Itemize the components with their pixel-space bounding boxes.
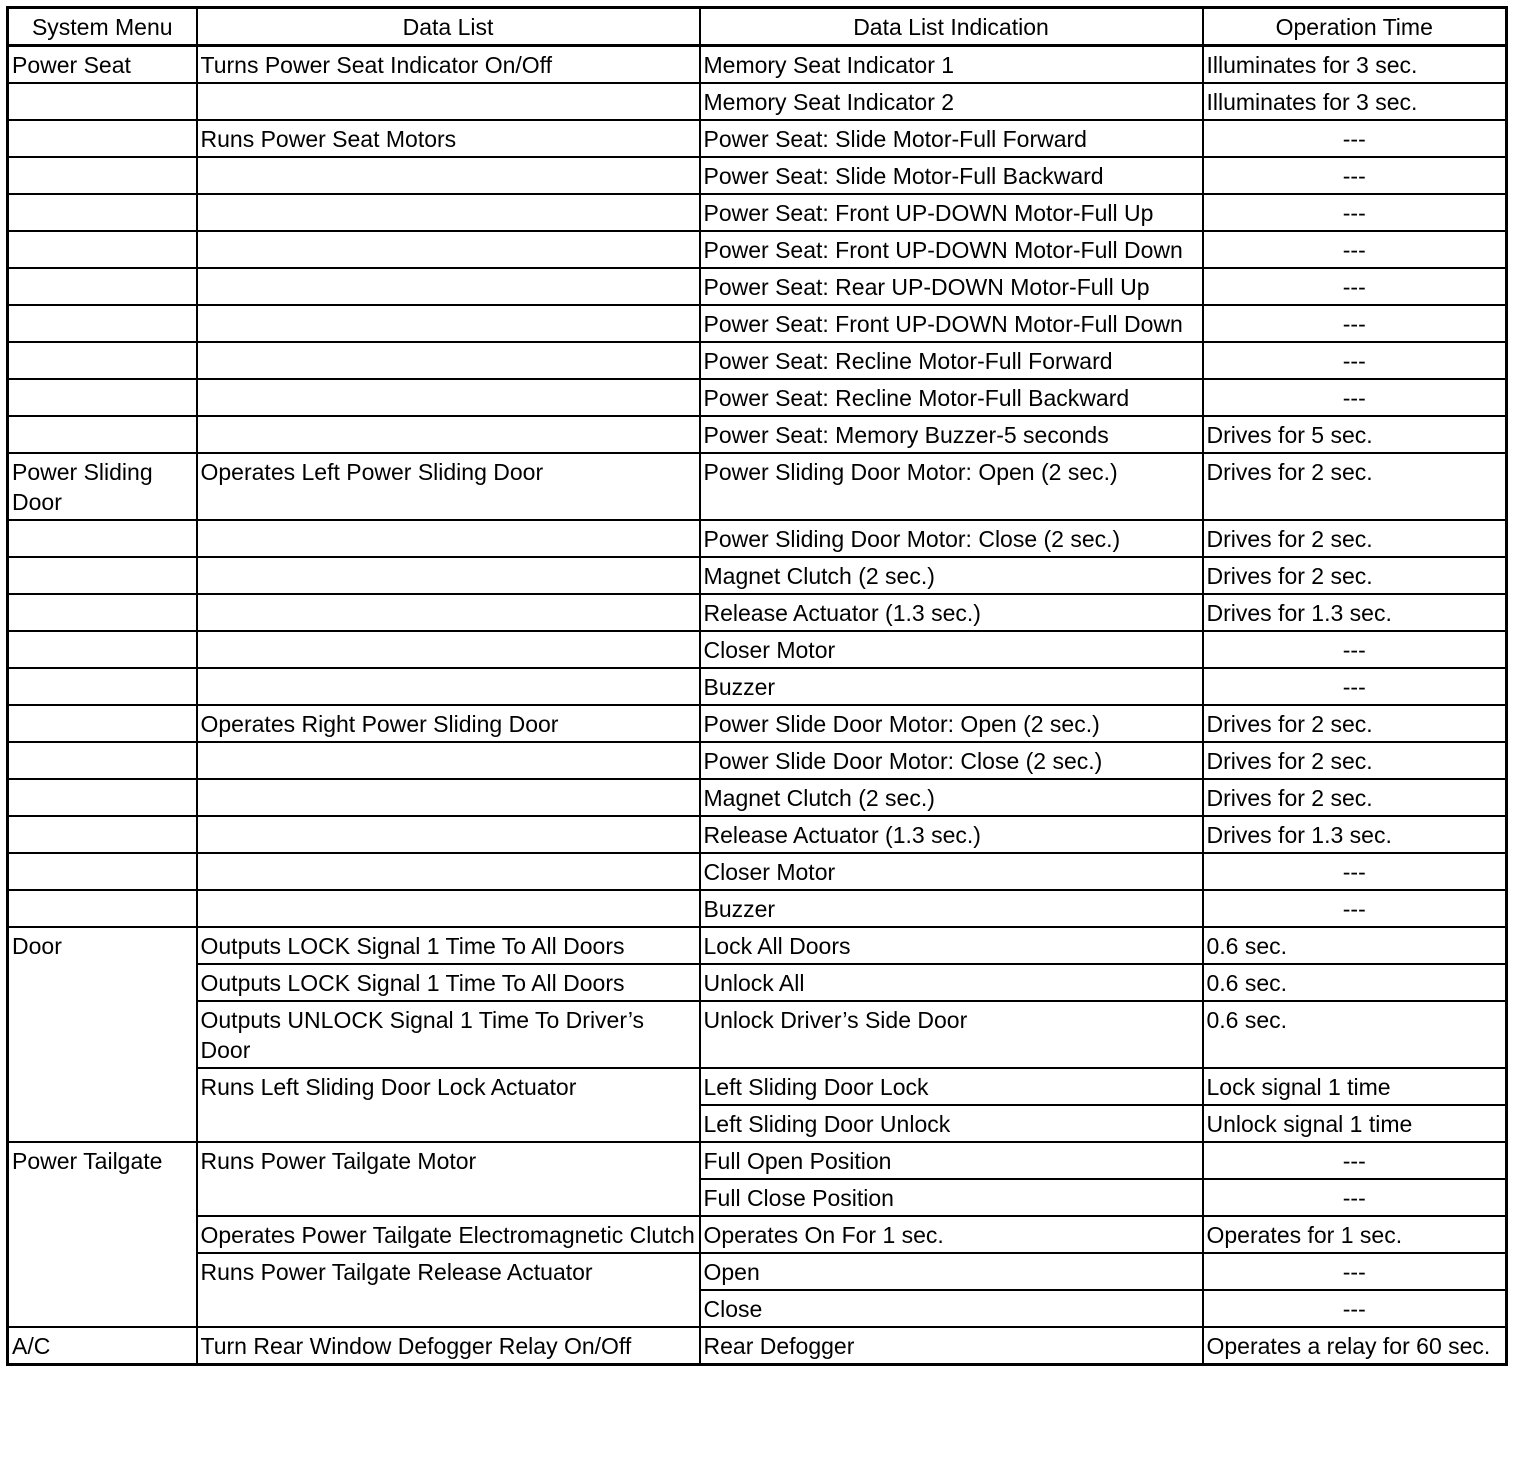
- table-row: [8, 194, 1507, 231]
- data-list-cell: [197, 416, 700, 453]
- operation-time-cell: Drives for 1.3 sec.: [1203, 816, 1507, 853]
- table-row: [8, 964, 1507, 1001]
- system-menu-cell: [8, 705, 197, 742]
- table-row: [8, 46, 1507, 84]
- operation-time-cell: Unlock signal 1 time: [1203, 1105, 1507, 1142]
- indication-cell: Full Close Position: [700, 1179, 1203, 1216]
- operation-time-cell: ---: [1203, 668, 1507, 705]
- indication-cell: Power Seat: Front UP-DOWN Motor-Full Down: [700, 305, 1203, 342]
- table-row: [8, 120, 1507, 157]
- data-list-cell: [197, 194, 700, 231]
- data-list-table: [6, 6, 1508, 1366]
- data-list-cell: Outputs LOCK Signal 1 Time To All Doors: [197, 964, 700, 1001]
- data-list-cell: [197, 853, 700, 890]
- indication-cell: Power Sliding Door Motor: Open (2 sec.): [700, 453, 1203, 520]
- table-row: [8, 83, 1507, 120]
- indication-cell: Left Sliding Door Lock: [700, 1068, 1203, 1105]
- operation-time-cell: Illuminates for 3 sec.: [1203, 83, 1507, 120]
- operation-time-cell: 0.6 sec.: [1203, 927, 1507, 964]
- operation-time-cell: ---: [1203, 1142, 1507, 1179]
- indication-cell: Power Slide Door Motor: Close (2 sec.): [700, 742, 1203, 779]
- operation-time-cell: ---: [1203, 853, 1507, 890]
- indication-cell: Buzzer: [700, 890, 1203, 927]
- data-list-cell: [197, 520, 700, 557]
- indication-cell: Power Seat: Front UP-DOWN Motor-Full Up: [700, 194, 1203, 231]
- table-row: [8, 157, 1507, 194]
- data-list-cell: [197, 594, 700, 631]
- operation-time-cell: Operates for 1 sec.: [1203, 1216, 1507, 1253]
- operation-time-cell: ---: [1203, 157, 1507, 194]
- system-menu-cell: Power Tailgate: [8, 1142, 197, 1327]
- table-row: [8, 416, 1507, 453]
- operation-time-cell: ---: [1203, 120, 1507, 157]
- indication-cell: Power Seat: Slide Motor-Full Forward: [700, 120, 1203, 157]
- data-list-cell: [197, 305, 700, 342]
- operation-time-cell: Drives for 2 sec.: [1203, 453, 1507, 520]
- operation-time-cell: Illuminates for 3 sec.: [1203, 46, 1507, 84]
- table-row: [8, 379, 1507, 416]
- operation-time-cell: ---: [1203, 1179, 1507, 1216]
- table-row: [8, 853, 1507, 890]
- table-row: [8, 705, 1507, 742]
- operation-time-cell: ---: [1203, 268, 1507, 305]
- table-row: [8, 453, 1507, 520]
- system-menu-cell: [8, 779, 197, 816]
- table-row: [8, 668, 1507, 705]
- indication-cell: Left Sliding Door Unlock: [700, 1105, 1203, 1142]
- indication-cell: Memory Seat Indicator 2: [700, 83, 1203, 120]
- data-list-cell: [197, 742, 700, 779]
- data-list-cell: Outputs UNLOCK Signal 1 Time To Driver’s Door: [197, 1001, 700, 1068]
- data-list-cell: [197, 157, 700, 194]
- indication-cell: Magnet Clutch (2 sec.): [700, 557, 1203, 594]
- header-data-list: Data List: [197, 8, 700, 46]
- operation-time-cell: Drives for 2 sec.: [1203, 557, 1507, 594]
- table-row: [8, 1068, 1507, 1105]
- data-list-cell: Operates Right Power Sliding Door: [197, 705, 700, 742]
- operation-time-cell: Drives for 2 sec.: [1203, 779, 1507, 816]
- operation-time-cell: Operates a relay for 60 sec.: [1203, 1327, 1507, 1365]
- table-row: [8, 779, 1507, 816]
- indication-cell: Memory Seat Indicator 1: [700, 46, 1203, 84]
- system-menu-cell: [8, 379, 197, 416]
- indication-cell: Power Slide Door Motor: Open (2 sec.): [700, 705, 1203, 742]
- indication-cell: Power Seat: Recline Motor-Full Forward: [700, 342, 1203, 379]
- operation-time-cell: ---: [1203, 631, 1507, 668]
- indication-cell: Release Actuator (1.3 sec.): [700, 816, 1203, 853]
- operation-time-cell: ---: [1203, 342, 1507, 379]
- operation-time-cell: ---: [1203, 305, 1507, 342]
- table-row: [8, 742, 1507, 779]
- operation-time-cell: ---: [1203, 379, 1507, 416]
- data-list-cell: [197, 268, 700, 305]
- system-menu-cell: [8, 557, 197, 594]
- indication-cell: Operates On For 1 sec.: [700, 1216, 1203, 1253]
- indication-cell: Lock All Doors: [700, 927, 1203, 964]
- data-list-cell: [197, 668, 700, 705]
- table-row: [8, 1253, 1507, 1290]
- operation-time-cell: Drives for 2 sec.: [1203, 705, 1507, 742]
- system-menu-cell: [8, 231, 197, 268]
- data-list-cell: [197, 816, 700, 853]
- indication-cell: Closer Motor: [700, 853, 1203, 890]
- system-menu-cell: [8, 83, 197, 120]
- indication-cell: Open: [700, 1253, 1203, 1290]
- system-menu-cell: [8, 816, 197, 853]
- system-menu-cell: [8, 194, 197, 231]
- table-row: [8, 342, 1507, 379]
- system-menu-cell: Power Sliding Door: [8, 453, 197, 520]
- table-row: [8, 1142, 1507, 1179]
- system-menu-cell: [8, 890, 197, 927]
- data-list-cell: Turns Power Seat Indicator On/Off: [197, 46, 700, 84]
- data-list-cell: [197, 231, 700, 268]
- data-list-cell: [197, 342, 700, 379]
- indication-cell: Rear Defogger: [700, 1327, 1203, 1365]
- system-menu-cell: Power Seat: [8, 46, 197, 84]
- system-menu-cell: [8, 668, 197, 705]
- header-operation-time: Operation Time: [1203, 8, 1507, 46]
- table-row: [8, 520, 1507, 557]
- indication-cell: Power Seat: Rear UP-DOWN Motor-Full Up: [700, 268, 1203, 305]
- operation-time-cell: 0.6 sec.: [1203, 964, 1507, 1001]
- data-list-cell: Runs Power Tailgate Release Actuator: [197, 1253, 700, 1327]
- indication-cell: Buzzer: [700, 668, 1203, 705]
- data-list-cell: [197, 379, 700, 416]
- operation-time-cell: 0.6 sec.: [1203, 1001, 1507, 1068]
- indication-cell: Unlock Driver’s Side Door: [700, 1001, 1203, 1068]
- header-data-list-indication: Data List Indication: [700, 8, 1203, 46]
- operation-time-cell: ---: [1203, 1290, 1507, 1327]
- operation-time-cell: Drives for 1.3 sec.: [1203, 594, 1507, 631]
- operation-time-cell: ---: [1203, 1253, 1507, 1290]
- data-list-cell: Operates Power Tailgate Electromagnetic Clutch: [197, 1216, 700, 1253]
- system-menu-cell: A/C: [8, 1327, 197, 1365]
- system-menu-cell: [8, 157, 197, 194]
- indication-cell: Power Sliding Door Motor: Close (2 sec.): [700, 520, 1203, 557]
- system-menu-cell: [8, 594, 197, 631]
- system-menu-cell: [8, 305, 197, 342]
- system-menu-cell: Door: [8, 927, 197, 1142]
- system-menu-cell: [8, 120, 197, 157]
- table-row: [8, 927, 1507, 964]
- table-row: [8, 1216, 1507, 1253]
- system-menu-cell: [8, 342, 197, 379]
- data-list-cell: [197, 631, 700, 668]
- data-list-cell: [197, 557, 700, 594]
- indication-cell: Power Seat: Front UP-DOWN Motor-Full Down: [700, 231, 1203, 268]
- table-row: [8, 268, 1507, 305]
- table-row: [8, 1001, 1507, 1068]
- operation-time-cell: Drives for 2 sec.: [1203, 742, 1507, 779]
- table-row: [8, 231, 1507, 268]
- system-menu-cell: [8, 631, 197, 668]
- system-menu-cell: [8, 742, 197, 779]
- table-row: [8, 631, 1507, 668]
- data-list-cell: [197, 890, 700, 927]
- indication-cell: Closer Motor: [700, 631, 1203, 668]
- header-system-menu: System Menu: [8, 8, 197, 46]
- operation-time-cell: ---: [1203, 194, 1507, 231]
- table-row: [8, 305, 1507, 342]
- data-list-cell: Runs Power Tailgate Motor: [197, 1142, 700, 1216]
- table-header-row: [8, 8, 1507, 46]
- table-row: [8, 557, 1507, 594]
- data-list-cell: [197, 83, 700, 120]
- operation-time-cell: Drives for 2 sec.: [1203, 520, 1507, 557]
- indication-cell: Power Seat: Slide Motor-Full Backward: [700, 157, 1203, 194]
- table-row: [8, 816, 1507, 853]
- system-menu-cell: [8, 853, 197, 890]
- operation-time-cell: ---: [1203, 890, 1507, 927]
- data-list-cell: Turn Rear Window Defogger Relay On/Off: [197, 1327, 700, 1365]
- data-list-cell: Operates Left Power Sliding Door: [197, 453, 700, 520]
- data-list-cell: Runs Left Sliding Door Lock Actuator: [197, 1068, 700, 1142]
- indication-cell: Release Actuator (1.3 sec.): [700, 594, 1203, 631]
- indication-cell: Power Seat: Recline Motor-Full Backward: [700, 379, 1203, 416]
- indication-cell: Close: [700, 1290, 1203, 1327]
- table-row: [8, 594, 1507, 631]
- indication-cell: Unlock All: [700, 964, 1203, 1001]
- system-menu-cell: [8, 416, 197, 453]
- data-list-cell: Runs Power Seat Motors: [197, 120, 700, 157]
- operation-time-cell: ---: [1203, 231, 1507, 268]
- indication-cell: Full Open Position: [700, 1142, 1203, 1179]
- table-row: [8, 1327, 1507, 1365]
- data-list-cell: [197, 779, 700, 816]
- indication-cell: Magnet Clutch (2 sec.): [700, 779, 1203, 816]
- table-row: [8, 890, 1507, 927]
- data-list-cell: Outputs LOCK Signal 1 Time To All Doors: [197, 927, 700, 964]
- operation-time-cell: Drives for 5 sec.: [1203, 416, 1507, 453]
- system-menu-cell: [8, 520, 197, 557]
- operation-time-cell: Lock signal 1 time: [1203, 1068, 1507, 1105]
- indication-cell: Power Seat: Memory Buzzer-5 seconds: [700, 416, 1203, 453]
- system-menu-cell: [8, 268, 197, 305]
